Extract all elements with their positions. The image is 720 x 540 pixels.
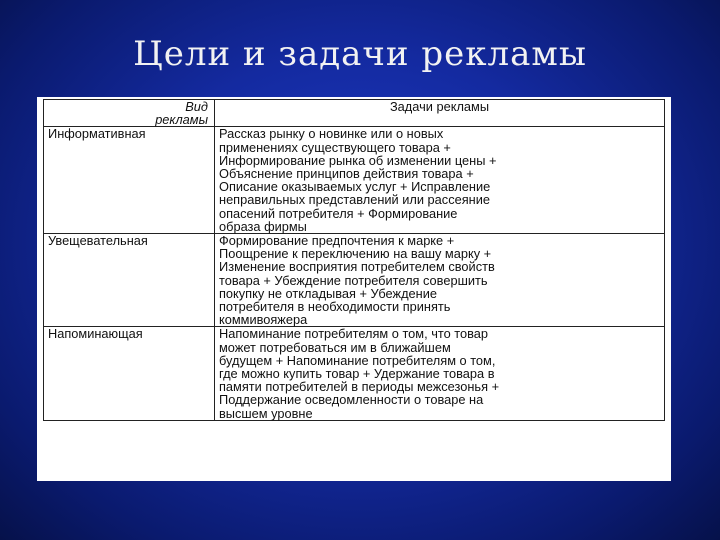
table-row <box>44 327 665 420</box>
header-ad-type: Вид рекламы <box>44 100 215 127</box>
table-row <box>44 234 665 327</box>
table-header-row <box>44 100 665 127</box>
table <box>43 99 665 421</box>
advertising-goals-table <box>37 97 671 481</box>
header-ad-tasks: Задачи рекламы <box>215 100 665 127</box>
table-row <box>44 127 665 234</box>
row-tasks-persuasive: Формирование предпочтения к марке + Поощрение к переключению на вашу марку + Изменение восприятия потребителем свойств товара + Убеждение потребителя совершить покупку не откладывая + Убеждение потребителя в необходимости принять коммивояжера <box>215 234 665 327</box>
row-tasks-reminder: Напоминание потребителям о том, что товар может потребоваться им в ближайшем будущем + Напоминание потребителям о том, где можно купить товар + Удержание товара в памяти потребителей в периоды межсезонья + Поддержание осведомленности о товаре на высшем уровне <box>215 327 665 420</box>
slide-title: Цели и задачи рекламы <box>133 34 587 74</box>
row-type-persuasive: Увещевательная <box>44 234 215 327</box>
row-type-informative: Информативная <box>44 127 215 234</box>
row-tasks-informative: Рассказ рынку о новинке или о новых применениях существующего товара + Информирование рынка об изменении цены + Объяснение принципов действия товара + Описание оказываемых услуг + Исправление неправильных представлений или рассеяние опасений потребителя + Формирование образа фирмы <box>215 127 665 234</box>
row-type-reminder: Напоминающая <box>44 327 215 420</box>
